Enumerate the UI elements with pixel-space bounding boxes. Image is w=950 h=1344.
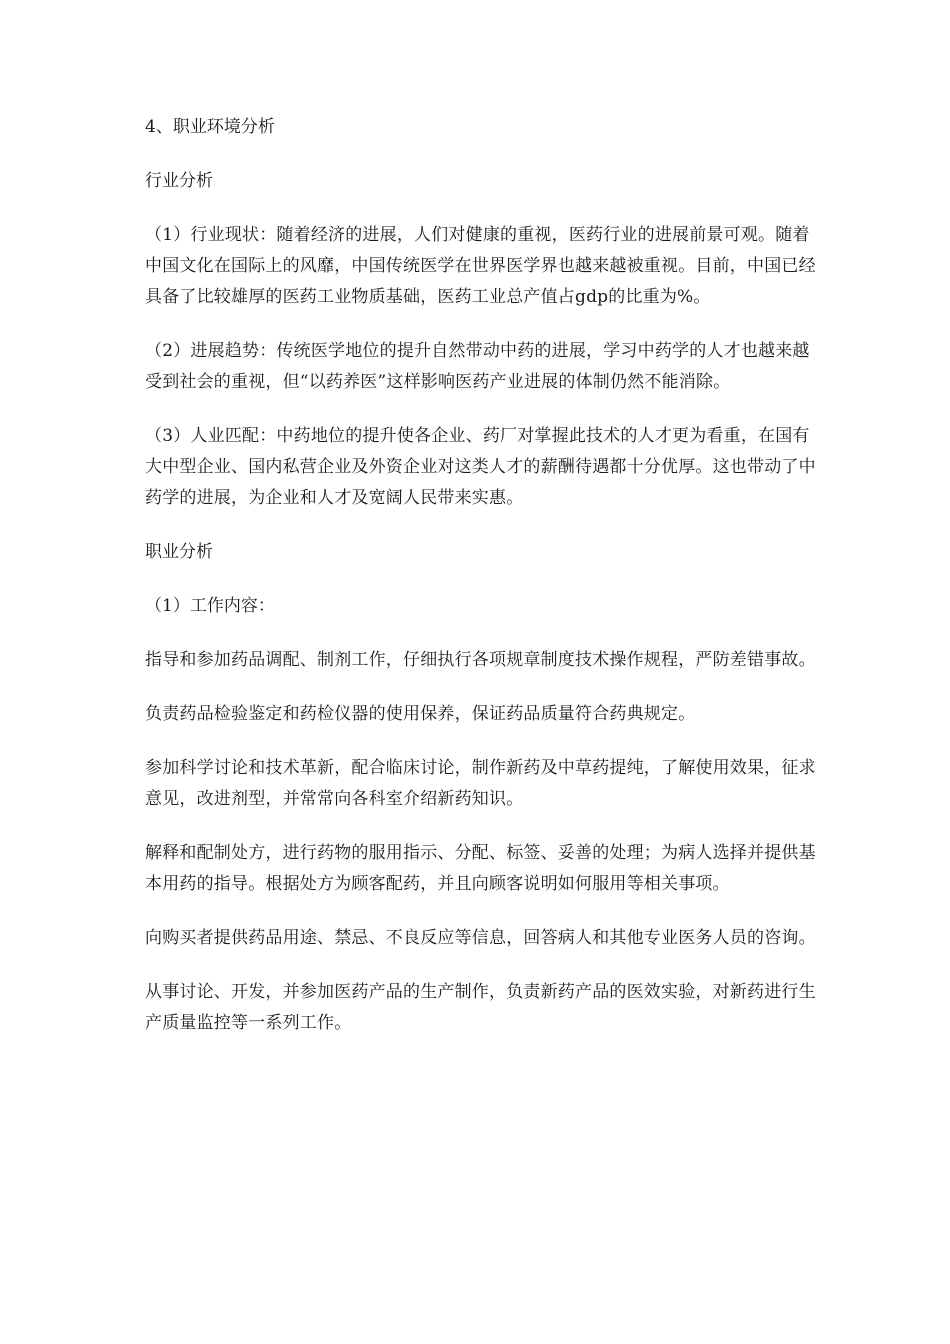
work-item-paragraph: 参加科学讨论和技术革新，配合临床讨论，制作新药及中草药提纯，了解使用效果，征求意见，改进剂型，并常常向各科室介绍新药知识。 bbox=[145, 758, 816, 809]
work-item-paragraph: 从事讨论、开发，并参加医药产品的生产制作，负责新药产品的医效实验，对新药进行生产质量监控等一系列工作。 bbox=[145, 982, 816, 1033]
industry-analysis-heading: 行业分析 bbox=[145, 171, 213, 191]
career-analysis-heading: 职业分析 bbox=[145, 542, 213, 562]
section-heading: 4、职业环境分析 bbox=[145, 117, 275, 137]
work-item-paragraph: 解释和配制处方，进行药物的服用指示、分配、标签、妥善的处理；为病人选择并提供基本用药的指导。根据处方为顾客配药，并且向顾客说明如何服用等相关事项。 bbox=[145, 843, 816, 894]
document-page bbox=[145, 112, 825, 1062]
work-content-heading: （1）工作内容： bbox=[145, 596, 275, 616]
industry-match-paragraph: （3）人业匹配：中药地位的提升使各企业、药厂对掌握此技术的人才更为看重，在国有大中型企业、国内私营企业及外资企业对这类人才的薪酬待遇都十分优厚。这也带动了中药学的进展，为企业和人才及宽阔人民带来实惠。 bbox=[145, 426, 816, 508]
work-item-paragraph: 向购买者提供药品用途、禁忌、不良反应等信息，回答病人和其他专业医务人员的咨询。 bbox=[145, 928, 816, 948]
industry-trend-paragraph: （2）进展趋势：传统医学地位的提升自然带动中药的进展，学习中药学的人才也越来越受到社会的重视，但“以药养医”这样影响医药产业进展的体制仍然不能消除。 bbox=[145, 341, 810, 392]
work-item-paragraph: 指导和参加药品调配、制剂工作，仔细执行各项规章制度技术操作规程，严防差错事故。 bbox=[145, 650, 816, 670]
work-item-paragraph: 负责药品检验鉴定和药检仪器的使用保养，保证药品质量符合药典规定。 bbox=[145, 704, 696, 724]
industry-status-paragraph: （1）行业现状：随着经济的进展，人们对健康的重视，医药行业的进展前景可观。随着中国文化在国际上的风靡，中国传统医学在世界医学界也越来越被重视。目前，中国已经具备了比较雄厚的医药工业物质基础，医药工业总产值占gdp的比重为%。 bbox=[145, 225, 816, 307]
